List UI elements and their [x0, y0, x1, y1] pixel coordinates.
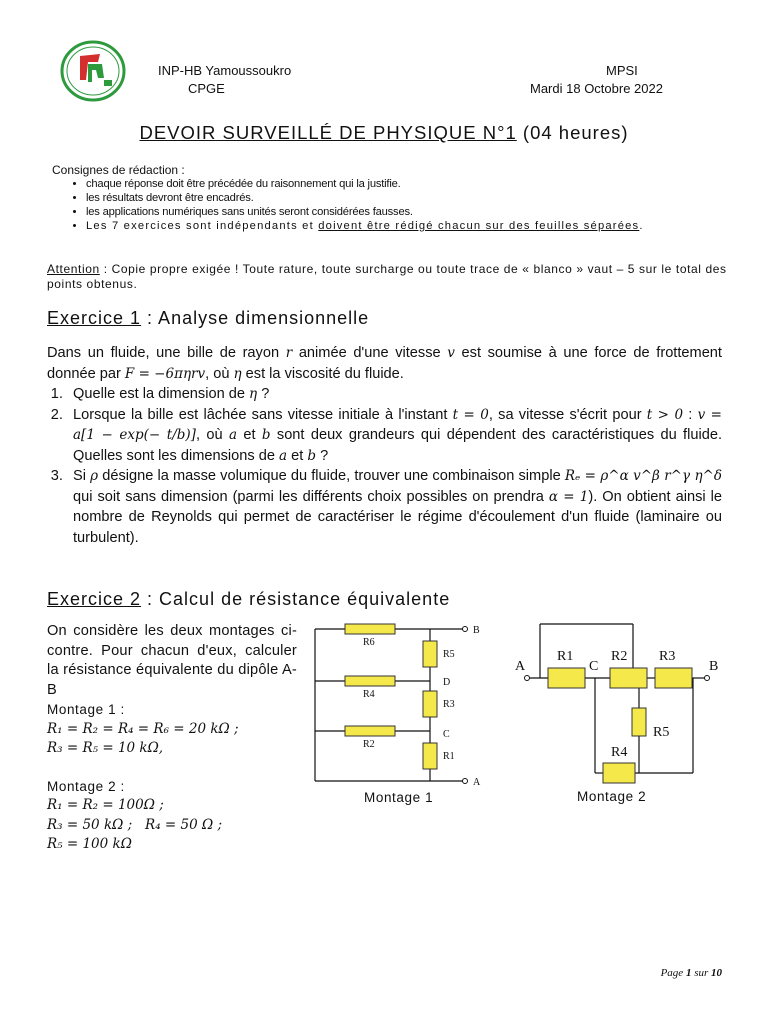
resistor2-r1	[548, 668, 585, 688]
school-program: CPGE	[188, 81, 225, 96]
montage2-values-1: R₁ = R₂ = 100Ω ;	[47, 797, 164, 813]
page-number: Page 1 sur 10	[660, 967, 722, 979]
label-r2: R2	[363, 739, 375, 750]
montage2-values-2: R₃ = 50 kΩ ; R₄ = 50 Ω ;	[47, 816, 223, 833]
caption-montage-1: Montage 1	[364, 790, 434, 805]
label2-r1: R1	[557, 649, 574, 664]
consigne-period: .	[639, 220, 644, 232]
label-r5: R5	[443, 649, 455, 660]
label-r1: R1	[443, 751, 455, 762]
resistor-r3	[423, 691, 437, 717]
montage2-values-3: R₅ = 100 kΩ	[47, 836, 132, 852]
inp-hb-logo	[60, 38, 126, 104]
montage1-values-2: R₃ = R₅ = 10 kΩ,	[47, 740, 164, 756]
resistor-r2	[345, 726, 395, 736]
consigne-item: • chaque réponse doit être précédée du raisonnement qui la justifie.	[86, 177, 727, 191]
exercise1-questions	[47, 384, 722, 548]
label-r4: R4	[363, 689, 375, 700]
school-name: INP-HB Yamoussoukro	[158, 63, 292, 78]
resistor2-r2	[610, 668, 647, 688]
caption-montage-2: Montage 2	[577, 789, 647, 804]
consigne-underlined: doivent être rédigé chacun sur des feuilles séparées	[318, 220, 640, 232]
label2-r5: R5	[653, 725, 670, 740]
resistor-r4	[345, 676, 395, 686]
exercise2-text	[47, 622, 297, 855]
resistor2-r3	[655, 668, 692, 688]
resistor2-r5	[632, 708, 646, 736]
consigne-text: Les 7 exercices sont indépendants et	[86, 220, 319, 232]
attention-label: Attention	[47, 262, 100, 276]
label-d: D	[443, 677, 451, 688]
attention-text: : Copie propre exigée ! Toute rature, toute surcharge ou toute trace de « blanco » vaut – 5 sur le total des points obtenus.	[47, 262, 727, 291]
label-r3: R3	[443, 699, 455, 710]
label-b: B	[473, 625, 480, 636]
consignes-list	[52, 177, 727, 233]
resistor-r5	[423, 641, 437, 667]
label2-b: B	[709, 659, 719, 674]
circuit-montage-2	[513, 618, 723, 788]
resistor2-r4	[603, 763, 635, 783]
page-title	[0, 122, 768, 144]
exercise1-label: Exercice 1	[47, 308, 142, 328]
attention-note	[47, 262, 727, 292]
label2-c: C	[589, 659, 599, 674]
consignes-block	[52, 163, 727, 233]
class-name: MPSI	[606, 63, 638, 78]
label-c: C	[443, 729, 450, 740]
label2-r4: R4	[611, 745, 628, 760]
consigne-item	[86, 219, 727, 233]
exercise1-intro: Dans un fluide, une bille de rayon r animée d'une vitesse v est soumise à une force de frottement donnée par F = −6πηrv, où η est la viscosité du fluide.	[47, 345, 722, 382]
consignes-heading: Consignes de rédaction :	[52, 163, 185, 177]
montage2-label: Montage 2 :	[47, 778, 125, 794]
exercise1-heading: : Analyse dimensionnelle	[141, 308, 370, 328]
resistor-r6	[345, 624, 395, 634]
montage1-values-1: R₁ = R₂ = R₄ = R₆ = 20 kΩ ;	[47, 720, 239, 737]
exam-date: Mardi 18 Octobre 2022	[530, 81, 663, 96]
question-1: 1. Quelle est la dimension de η ?	[67, 384, 722, 405]
consigne-item: • les résultats devront être encadrés.	[86, 191, 727, 205]
label2-r2: R2	[611, 649, 628, 664]
exercise1-title	[47, 308, 369, 329]
montage1-label: Montage 1 :	[47, 702, 125, 717]
title-duration: (04 heures)	[522, 122, 629, 143]
label-a: A	[473, 777, 481, 788]
exercise1-body	[47, 343, 722, 548]
label2-a: A	[515, 659, 526, 674]
exercise2-label: Exercice 2	[47, 589, 142, 609]
circuit-montage-1	[305, 615, 505, 795]
label-r6: R6	[363, 637, 375, 648]
label2-r3: R3	[659, 649, 676, 664]
resistor-r1	[423, 743, 437, 769]
question-2: 2. Lorsque la bille est lâchée sans vitesse initiale à l'instant t = 0, sa vitesse s'écrit pour t > 0 : v = a[1 − exp(− t/b)], où a et b sont deux grandeurs qui dépendent des caractéristiques du fluide. Quelles sont les dimensions de a et b ?	[67, 405, 722, 467]
exercise2-heading: : Calcul de résistance équivalente	[141, 589, 451, 609]
exercise2-title	[47, 589, 450, 610]
exercise2-intro: On considère les deux montages ci-contre. Pour chacun d'eux, calculer la résistance équivalente du dipôle A-B	[47, 623, 297, 698]
consigne-item: • les applications numériques sans unités seront considérées fausses.	[86, 205, 727, 219]
question-3: 3. Si ρ désigne la masse volumique du fluide, trouver une combinaison simple Rₑ = ρ^α v^β r^γ η^δ qui soit sans dimension (parmi les différents choix possibles on prendra α = 1). On obtient ainsi le nombre de Reynolds qui permet de caractériser le régime d'écoulement d'un fluide (laminaire ou turbulent).	[67, 466, 722, 548]
title-main: DEVOIR SURVEILLÉ DE PHYSIQUE N°1	[139, 122, 517, 143]
